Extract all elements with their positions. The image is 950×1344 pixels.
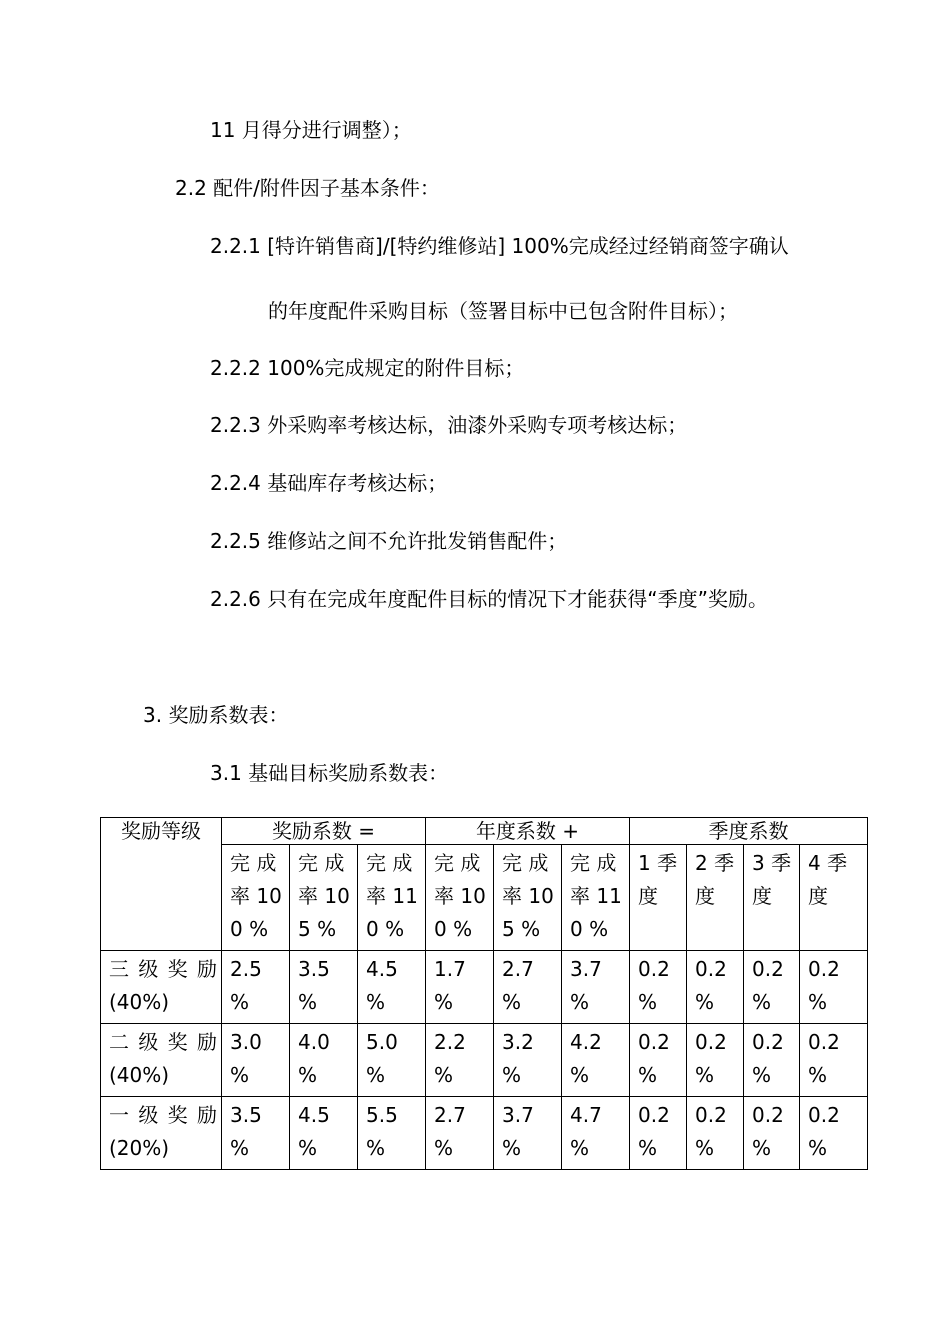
subheader-cell: 完 成 率 105 % [290, 845, 358, 951]
value-cell: 0.2 % [744, 951, 800, 1024]
subheader-cell: 2 季 度 [687, 845, 744, 951]
subheader-cell: 完 成 率 105 % [494, 845, 562, 951]
value-cell: 0.2 % [687, 1097, 744, 1170]
value-cell: 2.7 % [426, 1097, 494, 1170]
level-cell: 一 级 奖 励 (20%) [101, 1097, 222, 1170]
value-cell: 3.2 % [494, 1024, 562, 1097]
subheader-cell: 1 季 度 [630, 845, 687, 951]
value-cell: 0.2 % [630, 951, 687, 1024]
value-cell: 0.2 % [744, 1024, 800, 1097]
subheader-cell: 完 成 率 100 % [222, 845, 290, 951]
table-header-row [101, 818, 868, 845]
header-level: 奖励等级 [101, 818, 222, 951]
item-2-2-5: 2.2.5 维修站之间不允许批发销售配件； [210, 529, 568, 553]
table-row [101, 951, 868, 1024]
value-cell: 0.2 % [687, 1024, 744, 1097]
value-cell: 2.5 % [222, 951, 290, 1024]
item-2-2-3: 2.2.3 外采购率考核达标，油漆外采购专项考核达标； [210, 413, 688, 437]
value-cell: 3.5 % [222, 1097, 290, 1170]
header-annual: 年度系数 + [426, 818, 630, 845]
value-cell: 2.2 % [426, 1024, 494, 1097]
value-cell: 0.2 % [630, 1097, 687, 1170]
subheader-cell: 完 成 率 110 % [358, 845, 426, 951]
paragraph-line: 11 月得分进行调整）； [210, 118, 412, 142]
table-row [101, 1097, 868, 1170]
value-cell: 0.2 % [800, 951, 868, 1024]
value-cell: 5.5 % [358, 1097, 426, 1170]
section-heading-3: 3. 奖励系数表： [143, 703, 289, 727]
header-reward: 奖励系数 = [222, 818, 426, 845]
level-cell: 二 级 奖 励 (40%) [101, 1024, 222, 1097]
value-cell: 0.2 % [800, 1024, 868, 1097]
value-cell: 3.7 % [562, 951, 630, 1024]
subheader-cell: 完 成 率 100 % [426, 845, 494, 951]
value-cell: 5.0 % [358, 1024, 426, 1097]
level-cell: 三 级 奖 励 (40%) [101, 951, 222, 1024]
item-2-2-1-continued: 的年度配件采购目标（签署目标中已包含附件目标）； [268, 299, 738, 323]
value-cell: 2.7 % [494, 951, 562, 1024]
value-cell: 0.2 % [630, 1024, 687, 1097]
value-cell: 4.7 % [562, 1097, 630, 1170]
value-cell: 0.2 % [687, 951, 744, 1024]
item-2-2-6: 2.2.6 只有在完成年度配件目标的情况下才能获得“季度”奖励。 [210, 587, 768, 611]
subheader-cell: 4 季 度 [800, 845, 868, 951]
subheader-cell: 完 成 率 110 % [562, 845, 630, 951]
value-cell: 1.7 % [426, 951, 494, 1024]
item-2-2-2: 2.2.2 100%完成规定的附件目标； [210, 356, 525, 380]
value-cell: 4.2 % [562, 1024, 630, 1097]
subheader-cell: 3 季 度 [744, 845, 800, 951]
value-cell: 4.5 % [358, 951, 426, 1024]
table-row [101, 1024, 868, 1097]
value-cell: 4.0 % [290, 1024, 358, 1097]
section-heading-2-2: 2.2 配件/附件因子基本条件： [175, 176, 440, 200]
section-heading-3-1: 3.1 基础目标奖励系数表： [210, 761, 449, 785]
item-2-2-1: 2.2.1 [特许销售商]/[特约维修站] 100%完成经过经销商签字确认 [210, 234, 789, 258]
value-cell: 3.5 % [290, 951, 358, 1024]
reward-coefficient-table [100, 817, 868, 1170]
value-cell: 4.5 % [290, 1097, 358, 1170]
item-2-2-4: 2.2.4 基础库存考核达标； [210, 471, 448, 495]
value-cell: 0.2 % [800, 1097, 868, 1170]
value-cell: 0.2 % [744, 1097, 800, 1170]
header-quarter: 季度系数 [630, 818, 868, 845]
value-cell: 3.0 % [222, 1024, 290, 1097]
value-cell: 3.7 % [494, 1097, 562, 1170]
